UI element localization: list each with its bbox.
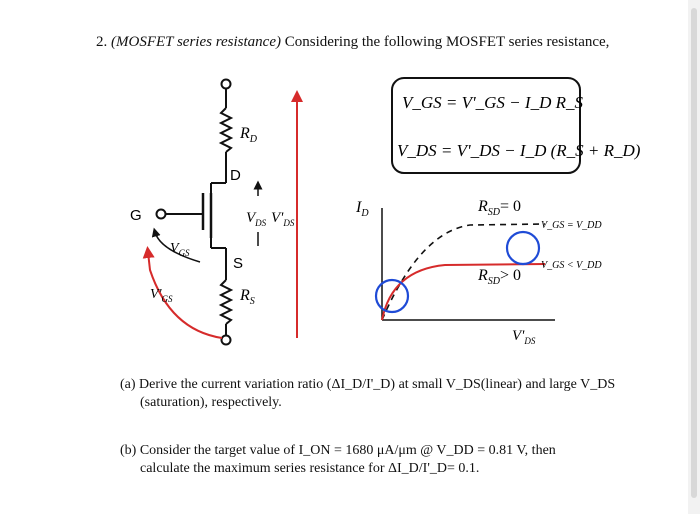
- part-a-line1: (a) Derive the current variation ratio (ΔI_D/I'_D) at small V_DS(linear) and large V_DS: [120, 377, 616, 392]
- rd-label: $R_D$: [240, 125, 258, 145]
- gate-terminal: [157, 210, 166, 219]
- x-axis-label: $V'_{DS}$: [512, 328, 536, 346]
- part-a-line2: (saturation), respectively.: [140, 395, 282, 410]
- source-terminal: [222, 336, 231, 345]
- rsd-positive-label: $R_{SD}> 0$: [478, 267, 522, 287]
- drain-label: D: [230, 167, 241, 184]
- linear-region-marker: [376, 280, 408, 312]
- question-topic: (MOSFET series resistance): [111, 34, 281, 50]
- vds-label: $V_{DS}$: [246, 210, 267, 228]
- rsd-zero-label: $R_{SD}= 0$: [478, 198, 522, 218]
- gate-label: G: [130, 207, 142, 224]
- question-prompt: Considering the following MOSFET series resistance,: [280, 34, 610, 50]
- part-b-line1: (b) Consider the target value of I_ON = 1680 μA/μm @ V_DD = 0.81 V, then: [120, 443, 556, 458]
- condition-upper: V_GS = V_DD: [541, 220, 602, 231]
- vgs-label: $V_{GS}$: [170, 241, 190, 258]
- circuit: [157, 80, 259, 345]
- rs-label: $R_S$: [240, 287, 255, 307]
- saturation-region-marker: [507, 232, 539, 264]
- drain-terminal: [222, 80, 231, 89]
- vgs-prime-label: $V'_{GS}$: [150, 287, 173, 304]
- condition-lower: V_GS < V_DD: [541, 260, 602, 271]
- source-label: S: [233, 255, 244, 272]
- vds-prime-label: $V'_{DS}$: [271, 210, 295, 228]
- part-b-line2: calculate the maximum series resistance for ΔI_D/I'_D= 0.1.: [140, 461, 480, 476]
- y-axis-label: $I_D$: [356, 199, 369, 219]
- question-number: 2.: [96, 34, 108, 50]
- equation-1: V_GS = V'_GS − I_D R_S: [402, 93, 583, 112]
- rs-resistor: [221, 280, 231, 324]
- iv-graph: [355, 198, 602, 346]
- equation-2: V_DS = V'_DS − I_D (R_S + R_D): [397, 141, 641, 160]
- rd-resistor: [221, 108, 231, 152]
